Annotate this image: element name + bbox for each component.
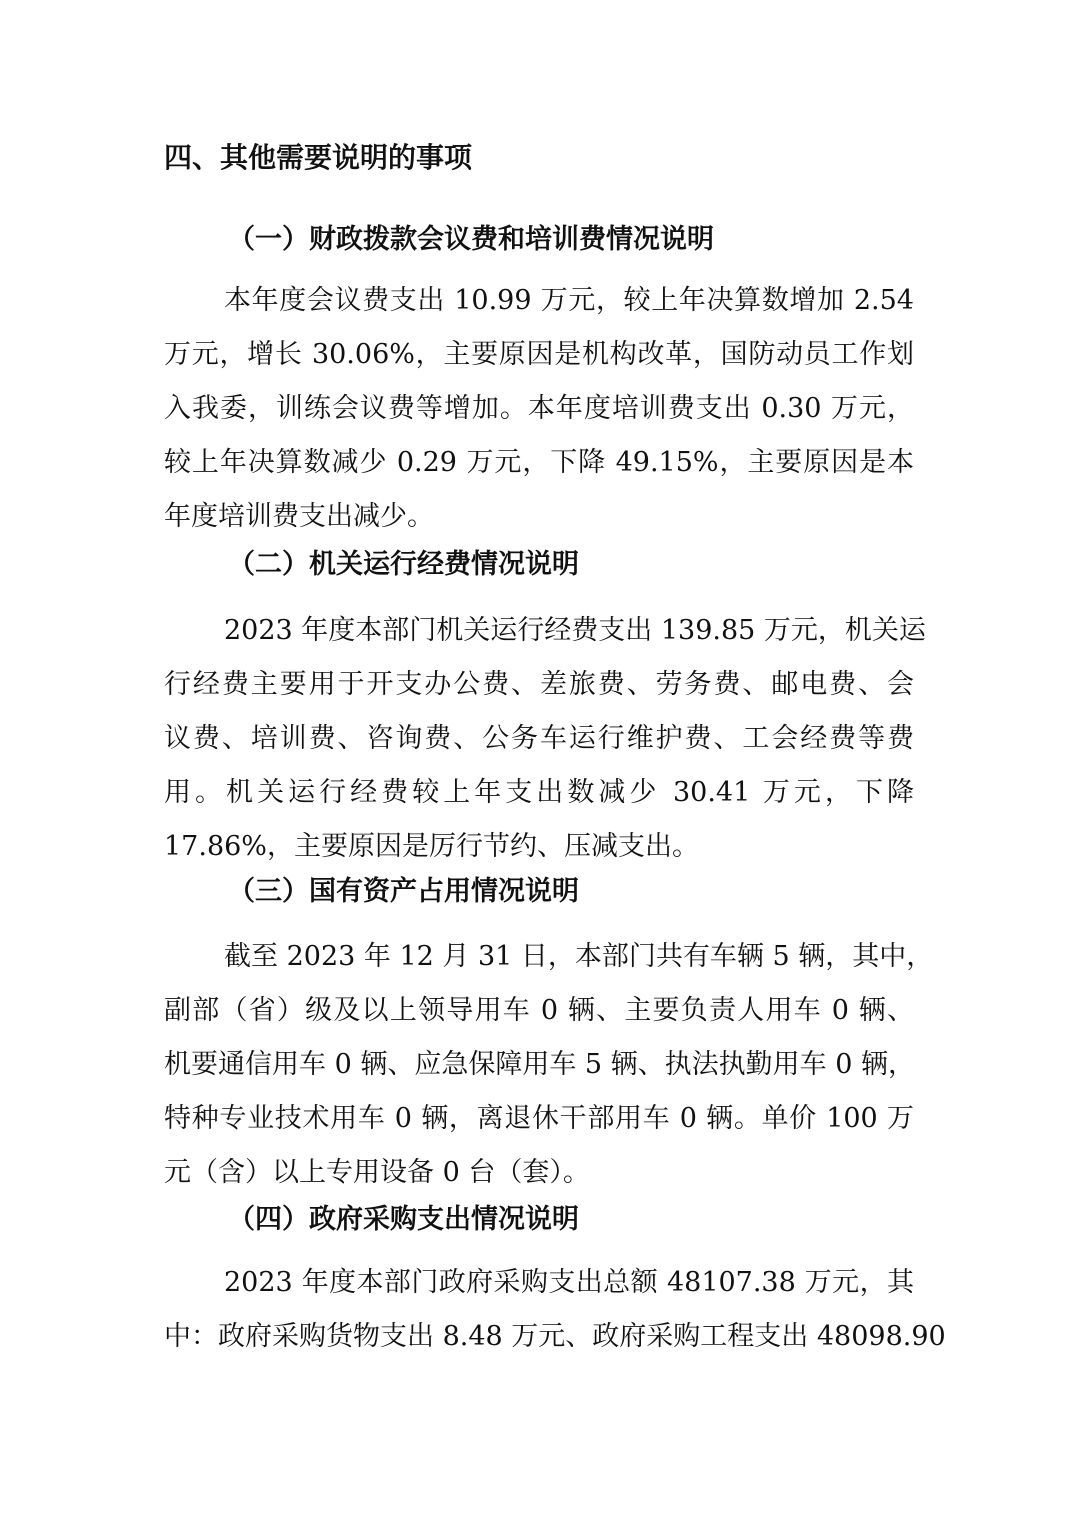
text-line: 议费、培训费、咨询费、公务车运行维护费、工会经费等费 [164,723,914,754]
subsection-title-operating-expenses: （二）机关运行经费情况说明 [228,549,579,580]
text-line: 2023 年度本部门机关运行经费支出 139.85 万元，机关运 [224,615,926,646]
text-line: 中：政府采购货物支出 8.48 万元、政府采购工程支出 48098.90 [164,1321,946,1352]
subsection-title-meeting-training: （一）财政拨款会议费和培训费情况说明 [228,224,714,255]
subsection-title-state-assets: （三）国有资产占用情况说明 [228,876,579,907]
section-heading: 四、其他需要说明的事项 [164,141,473,174]
text-line: 行经费主要用于开支办公费、差旅费、劳务费、邮电费、会 [164,669,914,700]
text-line: 机要通信用车 0 辆、应急保障用车 5 辆、执法执勤用车 0 辆， [164,1049,916,1080]
text-line: 元（含）以上专用设备 0 台（套）。 [164,1157,590,1188]
text-line: 副部（省）级及以上领导用车 0 辆、主要负责人用车 0 辆、 [164,995,914,1026]
subsection-title-procurement: （四）政府采购支出情况说明 [228,1204,579,1235]
text-line: 2023 年度本部门政府采购支出总额 48107.38 万元，其 [224,1267,914,1298]
text-line: 入我委，训练会议费等增加。本年度培训费支出 0.30 万元， [164,393,914,424]
paragraph-state-assets [164,930,934,1200]
paragraph-meeting-training [164,274,914,544]
text-line: 截至 2023 年 12 月 31 日，本部门共有车辆 5 辆，其中， [224,941,934,972]
text-line: 用。机关运行经费较上年支出数减少 30.41 万元，下降 [164,777,914,808]
text-line: 较上年决算数减少 0.29 万元，下降 49.15%，主要原因是本 [164,447,914,478]
text-line: 特种专业技术用车 0 辆，离退休干部用车 0 辆。单价 100 万 [164,1103,914,1134]
text-line: 万元，增长 30.06%，主要原因是机构改革，国防动员工作划 [164,339,914,370]
text-line: 17.86%，主要原因是厉行节约、压减支出。 [164,831,699,862]
text-line: 本年度会议费支出 10.99 万元，较上年决算数增加 2.54 [224,285,914,316]
paragraph-operating-expenses [164,604,926,874]
paragraph-procurement [164,1256,946,1364]
text-line: 年度培训费支出减少。 [164,501,434,532]
